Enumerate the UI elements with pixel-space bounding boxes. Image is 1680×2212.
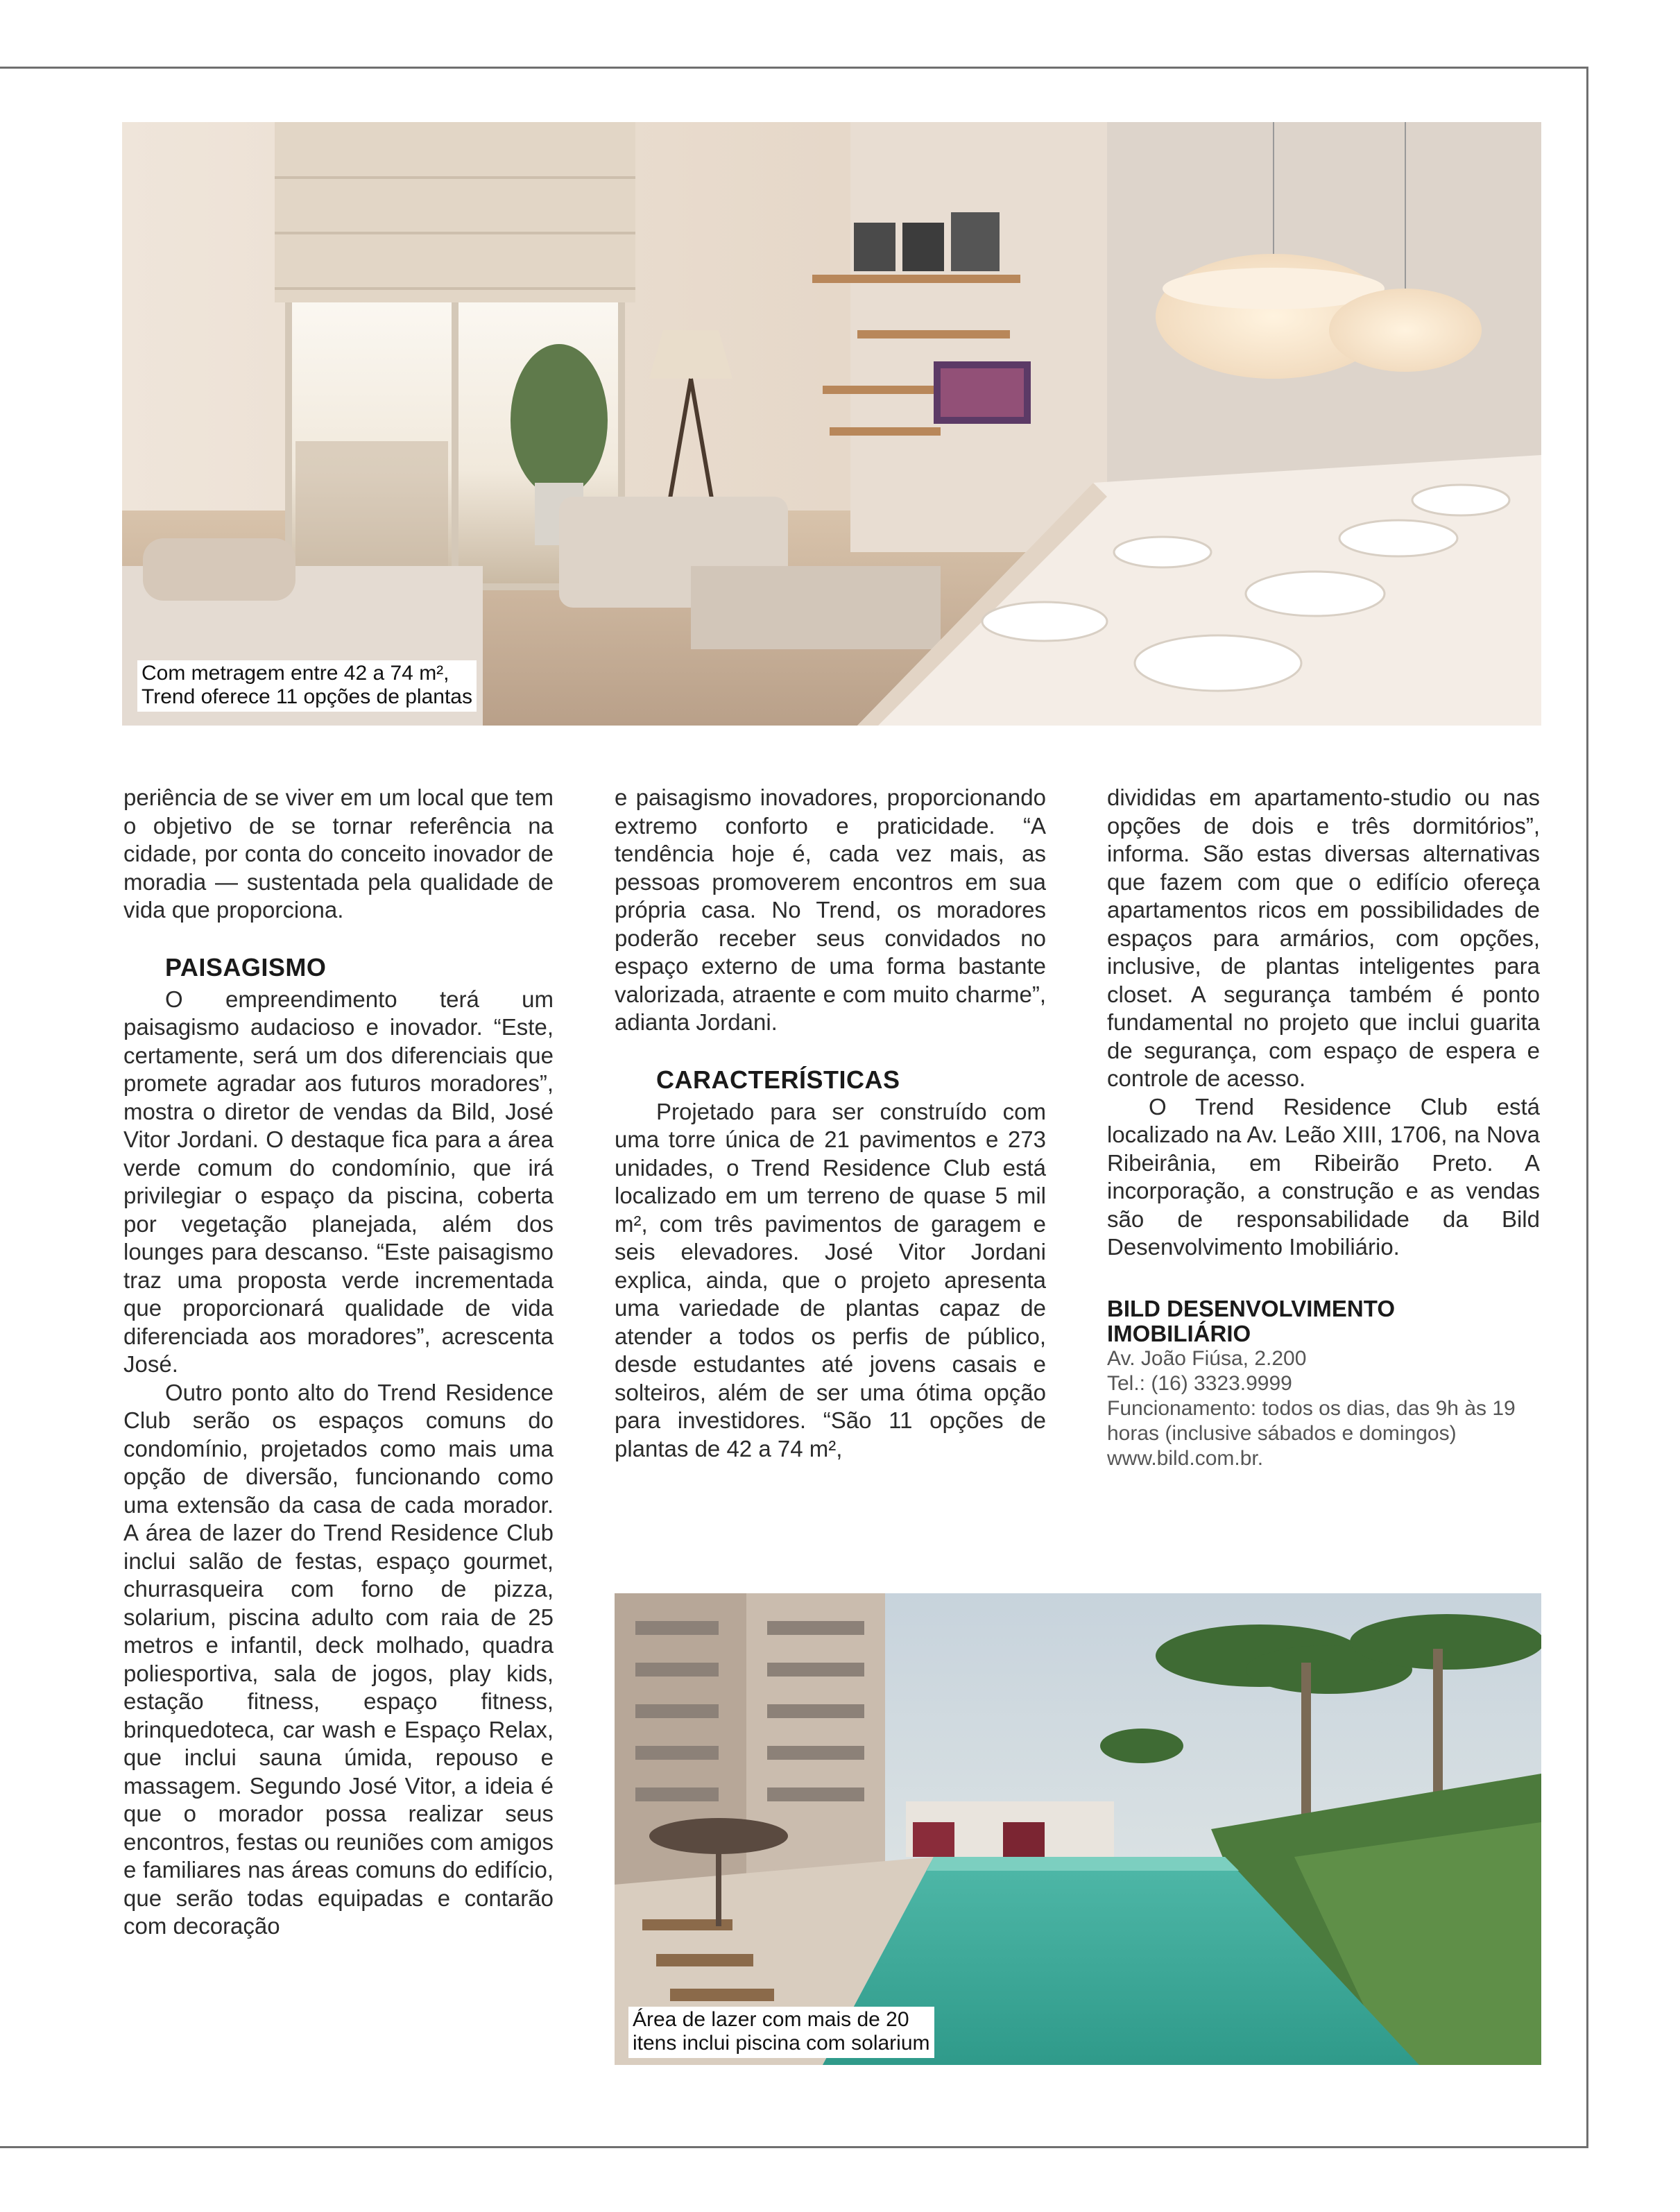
contact-phone: Tel.: (16) 3323.9999 xyxy=(1107,1371,1292,1395)
paragraph: divididas em apartamento-studio ou nas opções de dois e três dormitórios”, informa. São estas diversas alternativas que fazem com que o edifício ofereça apartamentos ricos em possibilidades de espaços para armários, com opções, inclusive, de plantas inteligentes para closet. A segurança também é ponto fundamental no projeto que inclui guarita de segurança, com espaço de espera e controle de acesso. xyxy=(1107,785,1540,1091)
paragraph: Projetado para ser construído com uma torre única de 21 pavimentos e 273 unidades, o Trend Residence Club está localizado em um terreno de quase 5 mil m², com três pavimentos de garagem e seis elevadores. José Vitor Jordani explica, ainda, que o projeto apresenta uma variedade de plantas capaz de atender a todos os perfis de público, desde estudantes até jovens casais e solteiros, além de ser uma ótima opção para investidores. “São 11 opções de plantas de 42 a 74 m², xyxy=(615,1098,1046,1461)
contact-title xyxy=(1107,1296,1540,1346)
paragraph: e paisagismo inovadores, proporcionando extremo conforto e praticidade. “A tendência hoje é, cada vez mais, as pessoas promoverem encontros em sua própria casa. No Trend, os moradores poderão receber seus convidados no espaço externo de uma forma bastante valorizada, atraente e com muito charme”, adianta Jordani. xyxy=(615,785,1046,1035)
living-room-illustration xyxy=(122,122,1541,726)
caption-line: Área de lazer com mais de 20 xyxy=(633,2008,909,2031)
page-frame-right xyxy=(1586,67,1588,2147)
paragraph: O Trend Residence Club está localizado na Av. Leão XIII, 1706, na Nova Ribeirânia, em Ribeirão Preto. A incorporação, a construção e as vendas são de responsabilidade da Bild Desenvolvimento Imobiliário. xyxy=(1107,1093,1540,1260)
section-heading-paisagismo: PAISAGISMO xyxy=(165,952,327,981)
page-frame-top xyxy=(0,67,1588,69)
contact-website: www.bild.com.br. xyxy=(1107,1446,1264,1470)
article-column-2 xyxy=(615,784,1046,1463)
paragraph: periência de se viver em um local que tem o objetivo de se tornar referência na cidade, por conta do conceito inovador de moradia — sustentada pela qualidade de vida que proporciona. xyxy=(123,785,554,923)
bottom-photo-caption xyxy=(628,2007,934,2058)
contact-hours: Funcionamento: todos os dias, das 9h às 19 horas (inclusive sábados e domingos) xyxy=(1107,1396,1516,1445)
contact-title-line: BILD DESENVOLVIMENTO xyxy=(1107,1295,1395,1321)
contact-title-line: IMOBILIÁRIO xyxy=(1107,1320,1251,1346)
article-column-1 xyxy=(123,784,554,1941)
top-photo-caption xyxy=(137,660,477,712)
caption-line: itens inclui piscina com solarium xyxy=(633,2032,930,2055)
page-frame-bottom xyxy=(0,2146,1588,2148)
caption-line: Trend oferece 11 opções de plantas xyxy=(142,685,472,708)
contact-address: Av. João Fiúsa, 2.200 xyxy=(1107,1346,1307,1370)
section-heading-caracteristicas: CARACTERÍSTICAS xyxy=(656,1065,900,1094)
paragraph: Outro ponto alto do Trend Residence Club serão os espaços comuns do condomínio, projetados como mais uma opção de diversão, funcionando como uma extensão da casa de cada morador. A área de lazer do Trend Residence Club inclui salão de festas, espaço gourmet, churrasqueira com forno de pizza, solarium, piscina adulto com raia de 25 metros e infantil, deck molhado, quadra poliesportiva, sala de jogos, play kids, estação fitness, espaço fitness, brinquedoteca, car wash e Espaço Relax, que inclui sauna úmida, repouso e massagem. Segundo José Vitor, a ideia é que o morador possa realizar seus encontros, festas ou reuniões com amigos e familiares nas áreas comuns do edifício, que serão todas equipadas e contarão com decoração xyxy=(123,1379,554,1939)
paragraph: O empreendimento terá um paisagismo audacioso e inovador. “Este, certamente, será um dos diferenciais que promete agradar aos futuros moradores”, mostra o diretor de vendas da Bild, José Vitor Jordani. O destaque fica para a área verde comum do condomínio, que irá privilegiar o espaço da piscina, coberta por vegetação planejada, além dos lounges para descanso. “Este paisagismo traz uma proposta verde incrementada que proporcionará qualidade de vida diferenciada aos moradores”, acrescenta José. xyxy=(123,986,554,1377)
pool-area-photo xyxy=(615,1593,1541,2065)
pool-area-illustration xyxy=(615,1593,1541,2065)
caption-line: Com metragem entre 42 a 74 m², xyxy=(142,662,449,685)
living-room-photo xyxy=(122,122,1541,726)
article-column-3 xyxy=(1107,784,1540,1471)
